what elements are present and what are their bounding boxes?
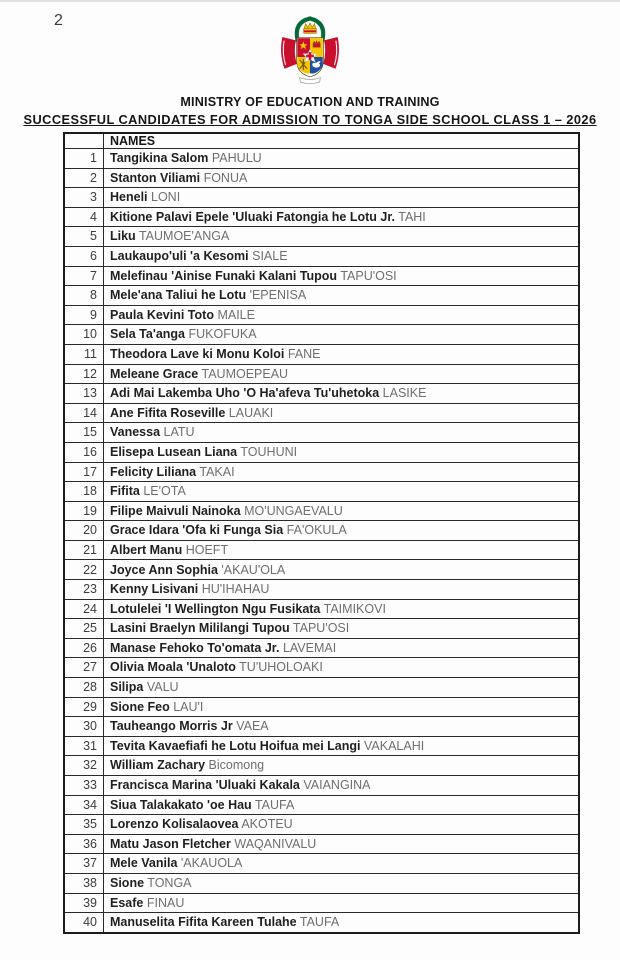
candidate-surname: LONI — [151, 190, 181, 205]
candidate-given-names: Kitione Palavi Epele 'Uluaki Fatongia he Lotu Jr. — [110, 209, 395, 224]
table-row — [64, 207, 579, 227]
row-number: 8 — [64, 286, 104, 306]
row-number: 32 — [64, 756, 104, 776]
candidate-surname: TAPU'OSI — [292, 621, 350, 636]
candidate-surname: MO'UNGAEVALU — [244, 503, 343, 518]
candidate-name — [104, 482, 580, 502]
candidate-given-names: Theodora Lave ki Monu Koloi — [110, 346, 285, 361]
candidate-surname: LAVEMAI — [282, 640, 337, 655]
candidate-given-names: Silipa — [110, 680, 144, 695]
candidate-name — [104, 834, 580, 854]
table-row — [64, 873, 579, 893]
candidate-surname: TAPU'OSI — [340, 268, 397, 283]
table-row — [64, 619, 579, 639]
candidate-surname: LAU'I — [173, 699, 204, 714]
row-number: 36 — [64, 834, 104, 854]
candidate-surname: 'EPENISA — [249, 288, 307, 303]
candidate-given-names: Laukaupo'uli 'a Kesomi — [110, 249, 249, 264]
candidate-surname: HOEFT — [185, 542, 229, 557]
candidate-name — [104, 442, 580, 462]
row-number: 40 — [64, 913, 104, 933]
candidate-surname: TAKAI — [199, 464, 235, 479]
candidate-given-names: William Zachary — [110, 758, 206, 773]
row-number: 4 — [64, 207, 104, 227]
candidate-surname: AKOTEU — [241, 817, 293, 832]
candidate-name — [104, 873, 580, 893]
candidate-given-names: Liku — [110, 229, 136, 244]
row-number: 24 — [64, 599, 104, 619]
row-number: 39 — [64, 893, 104, 913]
row-number: 27 — [64, 658, 104, 678]
candidates-table — [63, 132, 580, 934]
row-number: 31 — [64, 736, 104, 756]
candidate-given-names: Tangikina Salom — [110, 151, 209, 166]
candidate-surname: FONUA — [203, 170, 248, 185]
row-number: 38 — [64, 873, 104, 893]
table-row — [64, 678, 579, 698]
row-number: 16 — [64, 442, 104, 462]
candidate-surname: TOUHUNI — [240, 444, 298, 459]
document-title — [0, 112, 620, 127]
candidate-surname: SIALE — [252, 249, 288, 264]
candidate-surname: VAKALAHI — [364, 738, 425, 753]
candidate-name — [104, 697, 580, 717]
candidate-surname: VAEA — [236, 719, 269, 734]
table-row — [64, 168, 579, 188]
candidate-surname: WAQANIVALU — [234, 836, 317, 851]
row-number: 7 — [64, 266, 104, 286]
candidate-given-names: Manase Fehoko To'omata Jr. — [110, 640, 280, 655]
row-number: 29 — [64, 697, 104, 717]
candidate-name — [104, 854, 580, 874]
candidate-name — [104, 815, 580, 835]
candidate-surname: PAHULU — [211, 151, 262, 166]
candidate-name — [104, 776, 580, 796]
row-number: 20 — [64, 521, 104, 541]
candidate-surname: VAIANGINA — [303, 778, 371, 793]
row-number: 17 — [64, 462, 104, 482]
candidate-given-names: Lorenzo Kolisalaovea — [110, 817, 239, 832]
candidate-surname: LE'OTA — [143, 484, 186, 499]
candidate-surname: TAUFA — [254, 797, 295, 812]
candidate-surname: TAHI — [398, 209, 426, 224]
candidate-given-names: Lotulelei 'I Wellington Ngu Fusikata — [110, 601, 321, 616]
candidate-surname: VALU — [146, 680, 179, 695]
candidate-name — [104, 168, 580, 188]
candidate-name — [104, 560, 580, 580]
candidate-name — [104, 403, 580, 423]
row-number: 21 — [64, 540, 104, 560]
row-number: 14 — [64, 403, 104, 423]
candidate-name — [104, 246, 580, 266]
row-number: 19 — [64, 501, 104, 521]
table-row — [64, 560, 579, 580]
candidate-name — [104, 717, 580, 737]
candidate-surname: TAUMOE'ANGA — [138, 229, 230, 244]
candidate-name — [104, 756, 580, 776]
candidate-given-names: Sione — [110, 876, 145, 891]
table-row — [64, 815, 579, 835]
candidate-name — [104, 325, 580, 345]
row-number: 2 — [64, 168, 104, 188]
candidate-name — [104, 638, 580, 658]
row-number: 13 — [64, 384, 104, 404]
table-row — [64, 364, 579, 384]
candidate-given-names: Mele Vanila — [110, 856, 178, 871]
candidate-surname: FANE — [287, 346, 321, 361]
table-row — [64, 325, 579, 345]
table-row — [64, 697, 579, 717]
candidate-name — [104, 384, 580, 404]
candidate-surname: HU'IHAHAU — [201, 582, 270, 597]
table-row — [64, 266, 579, 286]
candidate-name — [104, 266, 580, 286]
table-row — [64, 501, 579, 521]
table-row — [64, 913, 579, 933]
table-row — [64, 149, 579, 169]
candidate-name — [104, 540, 580, 560]
candidate-surname: MAILE — [217, 307, 255, 322]
candidate-given-names: Olivia Moala 'Unaloto — [110, 660, 236, 675]
row-number: 34 — [64, 795, 104, 815]
candidate-name — [104, 188, 580, 208]
candidate-given-names: Mele'ana Taliui he Lotu — [110, 288, 247, 303]
ministry-heading: MINISTRY OF EDUCATION AND TRAINING — [180, 95, 440, 109]
row-number: 5 — [64, 227, 104, 247]
candidate-name — [104, 678, 580, 698]
candidate-name — [104, 364, 580, 384]
candidate-given-names: Filipe Maivuli Nainoka — [110, 503, 241, 518]
candidate-name — [104, 305, 580, 325]
candidate-surname: FINAU — [146, 895, 185, 910]
row-number: 11 — [64, 344, 104, 364]
candidate-surname: TAIMIKOVI — [323, 601, 386, 616]
candidates-table-body — [64, 133, 579, 933]
document-title-text: SUCCESSFUL CANDIDATES FOR ADMISSION TO TONGA SIDE SCHOOL CLASS 1 – 2026 — [23, 112, 597, 127]
table-row — [64, 540, 579, 560]
row-number: 3 — [64, 188, 104, 208]
candidate-given-names: Albert Manu — [110, 542, 183, 557]
table-row — [64, 423, 579, 443]
candidate-name — [104, 913, 580, 933]
candidate-name — [104, 344, 580, 364]
candidate-name — [104, 658, 580, 678]
table-row — [64, 893, 579, 913]
candidate-name — [104, 619, 580, 639]
candidate-name — [104, 286, 580, 306]
candidate-name — [104, 521, 580, 541]
names-column-header: NAMES — [104, 133, 580, 149]
row-number: 25 — [64, 619, 104, 639]
row-number: 6 — [64, 246, 104, 266]
row-number: 22 — [64, 560, 104, 580]
table-row — [64, 736, 579, 756]
table-row — [64, 580, 579, 600]
table-row — [64, 246, 579, 266]
table-row — [64, 658, 579, 678]
candidate-surname: LASIKE — [382, 386, 427, 401]
row-number: 1 — [64, 149, 104, 169]
candidate-given-names: Tevita Kavaefiafi he Lotu Hoifua mei Langi — [110, 738, 361, 753]
table-row — [64, 442, 579, 462]
candidate-given-names: Adi Mai Lakemba Uho 'O Ha'afeva Tu'uhetoka — [110, 386, 380, 401]
candidate-given-names: Fifita — [110, 484, 140, 499]
candidate-surname: FUKOFUKA — [188, 327, 257, 342]
candidate-given-names: Sione Feo — [110, 699, 170, 714]
candidate-given-names: Joyce Ann Sophia — [110, 562, 218, 577]
candidate-given-names: Esafe — [110, 895, 144, 910]
candidate-name — [104, 893, 580, 913]
candidate-name — [104, 599, 580, 619]
table-row — [64, 795, 579, 815]
row-number: 26 — [64, 638, 104, 658]
table-row — [64, 305, 579, 325]
row-number: 33 — [64, 776, 104, 796]
tonga-coat-of-arms-icon — [273, 16, 347, 92]
candidate-surname: 'AKAUOLA — [180, 856, 243, 871]
table-row — [64, 462, 579, 482]
page-number: 2 — [54, 12, 63, 29]
candidate-given-names: Siua Talakakato 'oe Hau — [110, 797, 252, 812]
candidate-name — [104, 207, 580, 227]
table-row — [64, 756, 579, 776]
table-row — [64, 286, 579, 306]
candidate-surname: TAUMOEPEAU — [201, 366, 289, 381]
table-row — [64, 403, 579, 423]
candidate-given-names: Felicity Liliana — [110, 464, 197, 479]
candidate-name — [104, 501, 580, 521]
row-number: 28 — [64, 678, 104, 698]
table-row — [64, 227, 579, 247]
candidate-given-names: Meleane Grace — [110, 366, 199, 381]
candidate-given-names: Melefinau 'Ainise Funaki Kalani Tupou — [110, 268, 338, 283]
row-number: 35 — [64, 815, 104, 835]
table-row — [64, 717, 579, 737]
candidate-name — [104, 227, 580, 247]
candidate-name — [104, 149, 580, 169]
row-number: 37 — [64, 854, 104, 874]
table-row — [64, 834, 579, 854]
candidate-name — [104, 736, 580, 756]
candidate-name — [104, 423, 580, 443]
row-number: 23 — [64, 580, 104, 600]
candidate-name — [104, 580, 580, 600]
table-row — [64, 384, 579, 404]
candidate-given-names: Ane Fifita Roseville — [110, 405, 226, 420]
candidate-given-names: Manuselita Fifita Kareen Tulahe — [110, 915, 297, 930]
candidate-given-names: Francisca Marina 'Uluaki Kakala — [110, 778, 300, 793]
row-number: 9 — [64, 305, 104, 325]
candidate-given-names: Kenny Lisivani — [110, 582, 199, 597]
row-number: 15 — [64, 423, 104, 443]
number-column-header — [64, 133, 104, 149]
table-row — [64, 344, 579, 364]
table-header-row — [64, 133, 579, 149]
candidate-surname: 'AKAU'OLA — [221, 562, 286, 577]
candidate-surname: FA'OKULA — [286, 523, 347, 538]
candidate-name — [104, 795, 580, 815]
row-number: 12 — [64, 364, 104, 384]
table-row — [64, 776, 579, 796]
candidate-surname: TONGA — [147, 876, 192, 891]
row-number: 30 — [64, 717, 104, 737]
candidate-given-names: Elisepa Lusean Liana — [110, 444, 238, 459]
candidate-given-names: Matu Jason Fletcher — [110, 836, 231, 851]
table-row — [64, 521, 579, 541]
candidate-surname: LATU — [163, 425, 195, 440]
candidate-given-names: Grace Idara 'Ofa ki Funga Sia — [110, 523, 284, 538]
table-row — [64, 854, 579, 874]
table-row — [64, 188, 579, 208]
table-row — [64, 599, 579, 619]
table-row — [64, 482, 579, 502]
candidate-surname: TU'UHOLOAKI — [239, 660, 323, 675]
candidate-given-names: Paula Kevini Toto — [110, 307, 214, 322]
candidate-given-names: Lasini Braelyn Mililangi Tupou — [110, 621, 290, 636]
candidate-surname: TAUFA — [299, 915, 340, 930]
candidate-given-names: Sela Ta'anga — [110, 327, 185, 342]
row-number: 10 — [64, 325, 104, 345]
candidate-given-names: Stanton Viliami — [110, 170, 201, 185]
candidate-given-names: Tauheango Morris Jr — [110, 719, 233, 734]
candidate-given-names: Vanessa — [110, 425, 161, 440]
table-row — [64, 638, 579, 658]
candidate-surname: LAUAKI — [228, 405, 274, 420]
candidate-name — [104, 462, 580, 482]
row-number: 18 — [64, 482, 104, 502]
candidate-given-names: Heneli — [110, 190, 148, 205]
candidate-surname: Bicomong — [208, 758, 265, 773]
